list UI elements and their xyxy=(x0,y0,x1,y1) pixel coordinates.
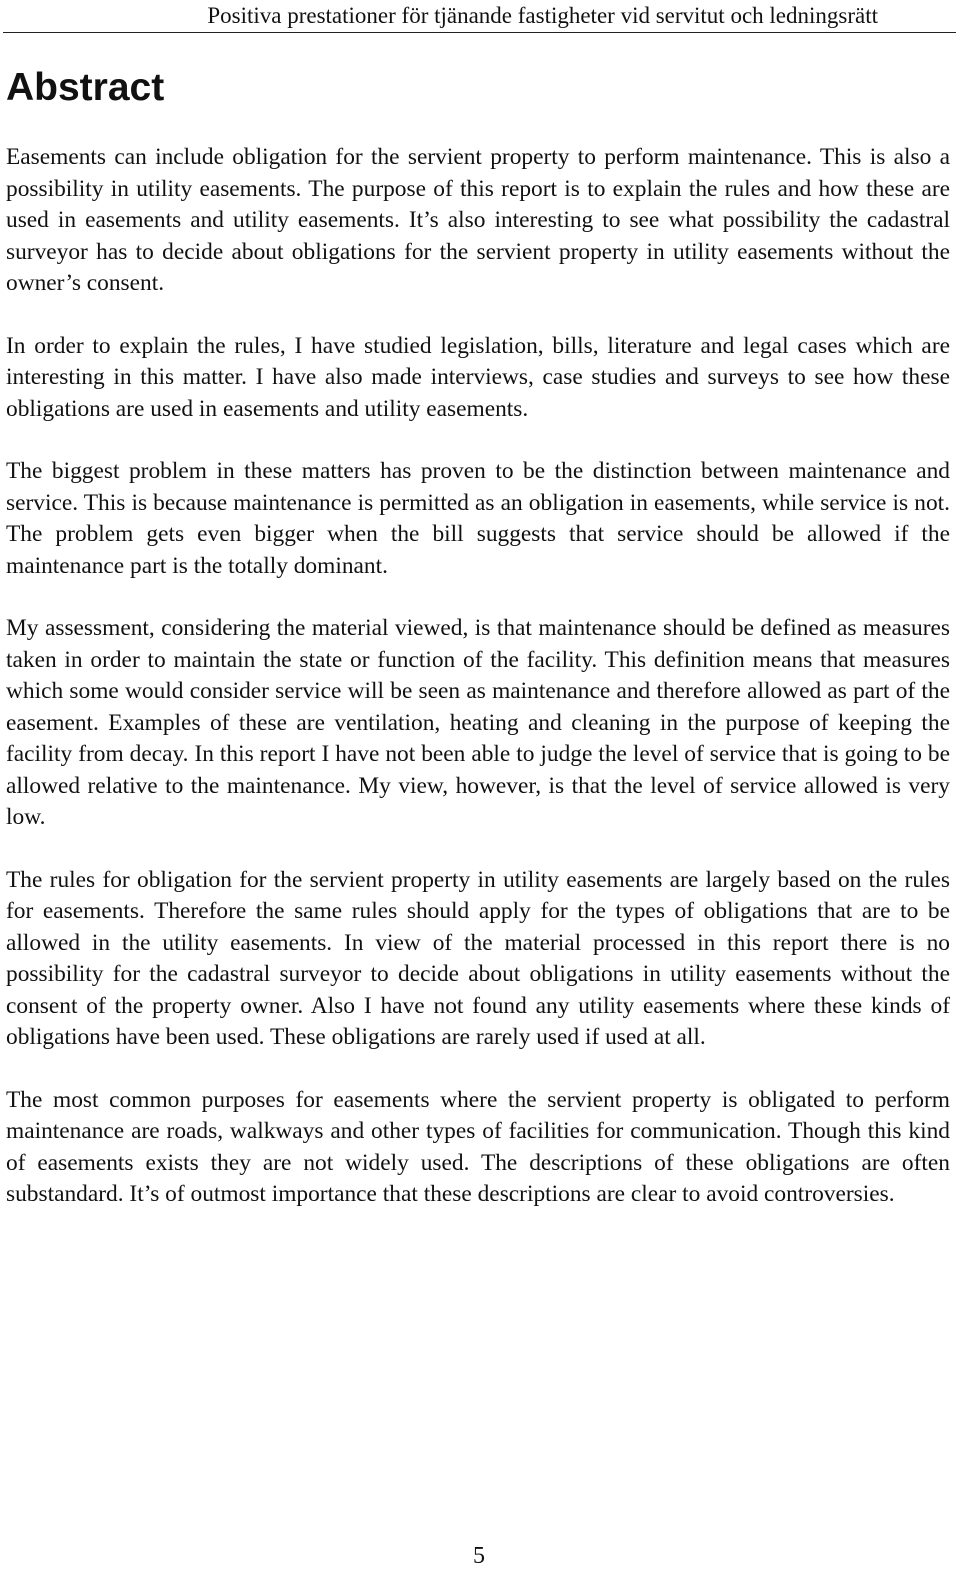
abstract-paragraph-4: My assessment, considering the material viewed, is that maintenance should be defined as measures taken in order to maintain the state or function of the facility. This definition means that measures which some would consider service will be seen as maintenance and therefore allowed as part of the easement. Examples of these are ventilation, heating and cleaning in the purpose of keeping the facility from decay. In this report I have not been able to judge the level of service that is going to be allowed relative to the maintenance. My view, however, is that the level of service allowed is very low. xyxy=(6,615,950,830)
abstract-paragraph-1: Easements can include obligation for the servient property to perform maintenance. This is also a possibility in utility easements. The purpose of this report is to explain the rules and how these are used in easements and utility easements. It’s also interesting to see what possibility the cadastral surveyor has to decide about obligations for the servient property in utility easements without the owner’s consent. xyxy=(6,144,950,296)
abstract-paragraph-5: The rules for obligation for the servient property in utility easements are largely based on the rules for easements. Therefore the same rules should apply for the types of obligations that are to be allowed in the utility easements. In view of the material processed in this report there is no possibility for the cadastral surveyor to decide about obligations in utility easements without the consent of the property owner. Also I have not found any utility easements where these kinds of obligations have been used. These obligations are rarely used if used at all. xyxy=(6,866,950,1050)
abstract-paragraph-2: In order to explain the rules, I have studied legislation, bills, literature and legal cases which are interesting in this matter. I have also made interviews, case studies and surveys to see how these obligations are used in easements and utility easements. xyxy=(6,332,950,422)
section-title: Abstract xyxy=(6,66,165,109)
page-number: 5 xyxy=(473,1543,485,1569)
header-divider xyxy=(3,32,956,33)
running-header: Positiva prestationer för tjänande fastigheter vid servitut och ledningsrätt xyxy=(207,3,878,28)
abstract-paragraph-3: The biggest problem in these matters has proven to be the distinction between maintenance and service. This is because maintenance is permitted as an obligation in easements, while service is not. The problem gets even bigger when the bill suggests that service should be allowed if the maintenance part is the totally dominant. xyxy=(6,458,950,579)
abstract-body xyxy=(6,142,950,1242)
abstract-paragraph-6: The most common purposes for easements where the servient property is obligated to perform maintenance are roads, walkways and other types of facilities for communication. Though this kind of easements exists they are not widely used. The descriptions of these obligations are often substandard. It’s of outmost importance that these descriptions are clear to avoid controversies. xyxy=(6,1086,950,1207)
